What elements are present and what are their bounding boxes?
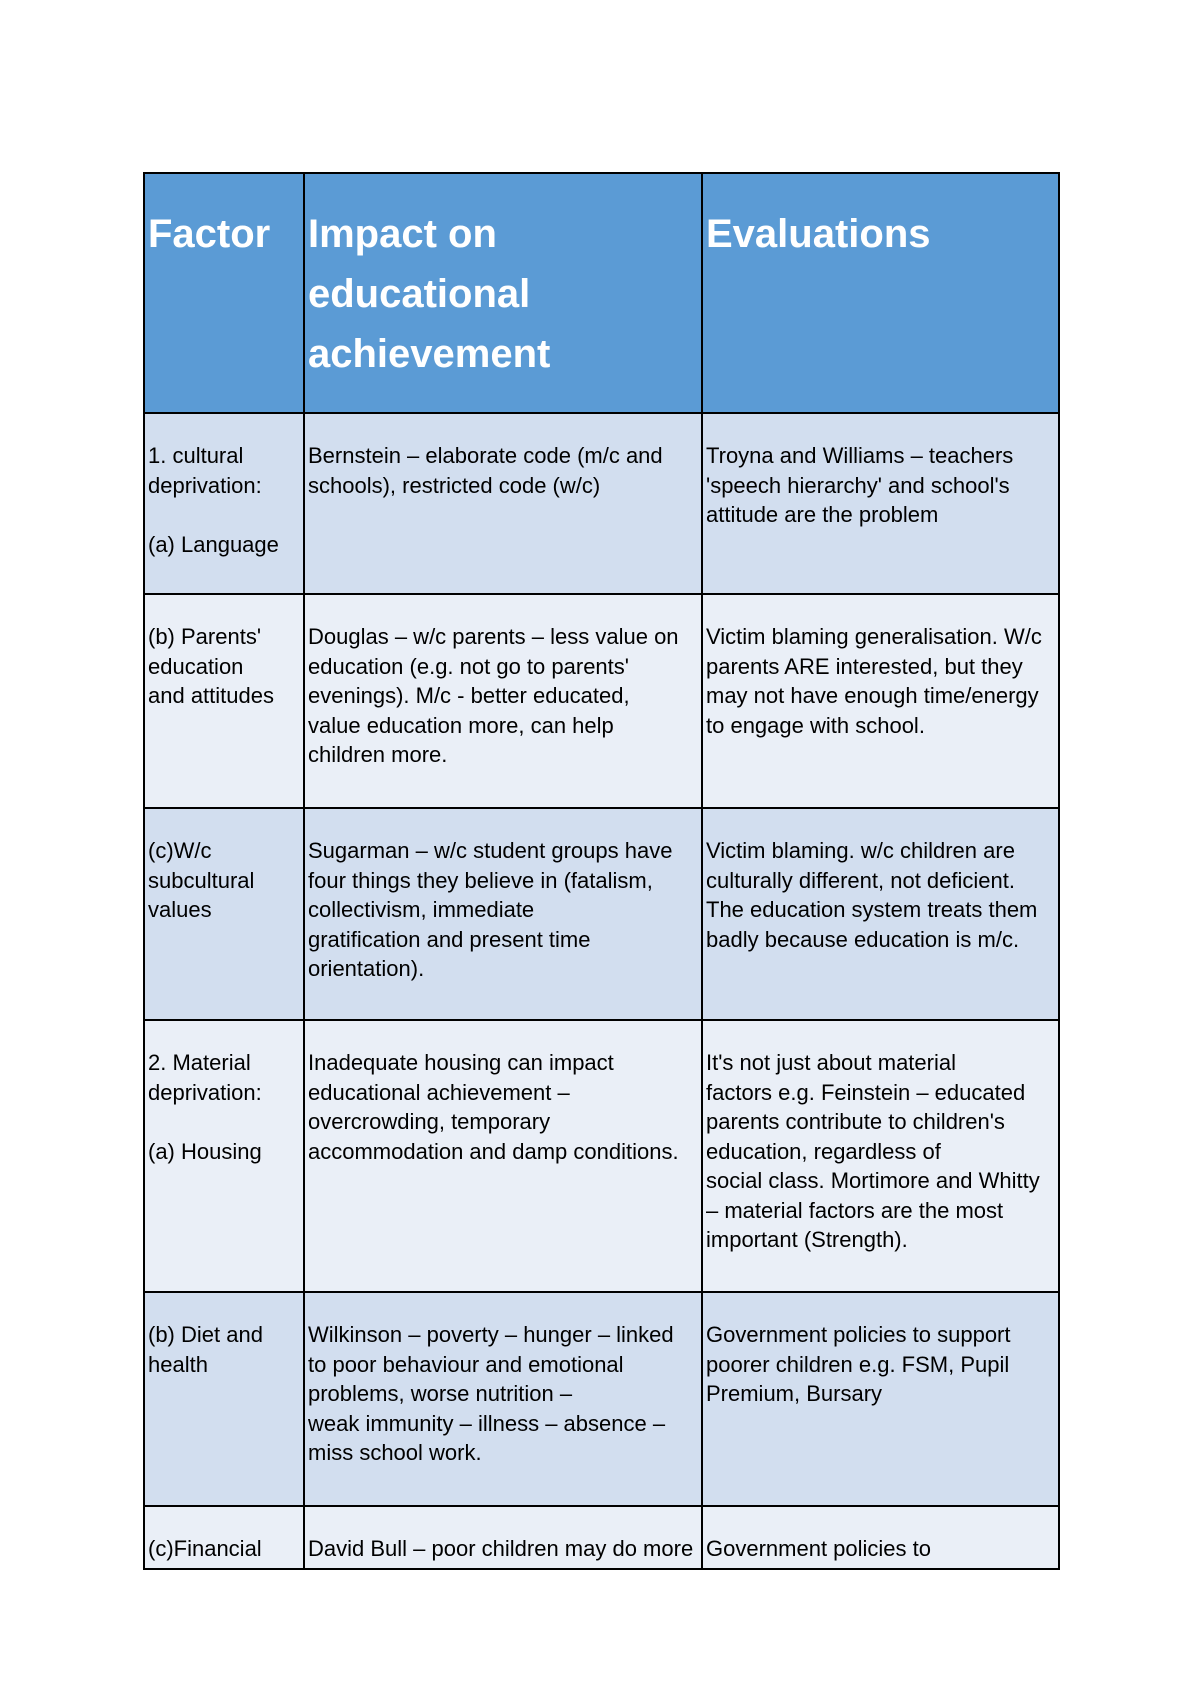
cell-text-line: (c)Financial [148,1536,262,1561]
cell-text-line: and attitudes [148,683,274,708]
cell-text-line: David Bull – poor children may do more [308,1536,694,1561]
impact-cell [304,1506,702,1569]
cell-text-line: orientation). [308,956,425,981]
table-row [144,1020,1059,1292]
table-row [144,413,1059,594]
factor-cell [144,413,304,594]
cell-text-line: collectivism, immediate [308,897,535,922]
evaluation-cell [702,1020,1059,1292]
evaluation-cell [702,594,1059,808]
cell-text-line: (b) Parents' [148,624,262,649]
cell-text-line: poorer children e.g. FSM, Pupil [706,1351,1010,1377]
cell-text-line: Premium, Bursary [706,1381,883,1406]
table-body [144,413,1059,1569]
table-row [144,1292,1059,1506]
cell-text-line: parents ARE interested, but they [706,653,1023,679]
blank-line [148,1107,300,1137]
cell-text-line: Douglas – w/c parents – less value on [308,624,679,649]
cell-text-line: Bernstein – elaborate code (m/c and [308,443,663,468]
cell-text-line: (c)W/c [148,838,212,863]
cell-text-line: – material factors are the most [706,1197,1004,1223]
cell-text-line: values [148,897,212,922]
table-header-row [144,173,1059,413]
cell-text-line: schools), restricted code (w/c) [308,472,601,498]
cell-text-line: weak immunity – illness – absence – [308,1410,666,1436]
impact-cell [304,413,702,594]
evaluation-cell [702,808,1059,1020]
cell-text-line: may not have enough time/energy [706,683,1039,708]
table-row [144,808,1059,1020]
impact-cell [304,1292,702,1506]
cell-text-line: Victim blaming generalisation. W/c [706,624,1042,649]
cell-text-line: to poor behaviour and emotional [308,1351,624,1377]
table-row [144,1506,1059,1569]
factor-cell [144,594,304,808]
cell-text-line: Inadequate housing can impact [308,1050,614,1075]
cell-text-line: subcultural [148,867,255,893]
cell-text-line: miss school work. [308,1440,482,1465]
cell-text-line: Troyna and Williams – teachers [706,443,1014,468]
cell-text-line: accommodation and damp conditions. [308,1138,679,1164]
header-impact: Impact on educational achievement [304,173,702,413]
cell-text-line: deprivation: [148,1079,262,1105]
cell-text-line: (a) Language [148,531,279,557]
cell-text-line: educational achievement – [308,1079,570,1105]
factor-cell [144,1506,304,1569]
cell-text-line: problems, worse nutrition – [308,1381,573,1406]
factor-cell [144,808,304,1020]
cell-text-line: Government policies to [706,1536,931,1561]
cell-text-line: Wilkinson – poverty – hunger – linked [308,1322,674,1347]
cell-text-line: deprivation: [148,472,262,498]
cell-text-line: 1. cultural [148,443,244,468]
evaluation-cell [702,1292,1059,1506]
cell-text-line: It's not just about material [706,1050,956,1075]
blank-line [148,500,300,530]
cell-text-line: four things they believe in (fatalism, [308,867,653,893]
cell-text-line: culturally different, not deficient. [706,867,1015,893]
cell-text-line: education (e.g. not go to parents' [308,653,629,679]
cell-text-line: evenings). M/c - better educated, [308,683,630,708]
cell-text-line: parents contribute to children's [706,1109,1005,1134]
cell-text-line: (a) Housing [148,1138,262,1164]
cell-text-line: health [148,1351,208,1377]
cell-text-line: The education system treats them [706,897,1038,922]
cell-text-line: overcrowding, temporary [308,1109,551,1134]
cell-text-line: social class. Mortimore and Whitty [706,1168,1040,1193]
factor-cell [144,1020,304,1292]
cell-text-line: value education more, can help [308,712,614,738]
cell-text-line: education, regardless of [706,1138,941,1164]
cell-text-line: badly because education is m/c. [706,926,1020,952]
cell-text-line: (b) Diet and [148,1322,263,1347]
cell-text-line: factors e.g. Feinstein – educated [706,1079,1026,1105]
cell-text-line: Government policies to support [706,1322,1011,1347]
cell-text-line: children more. [308,742,448,767]
impact-cell [304,1020,702,1292]
header-factor: Factor [144,173,304,413]
cell-text-line: gratification and present time [308,926,591,952]
cell-text-line: attitude are the problem [706,502,939,527]
cell-text-line: 'speech hierarchy' and school's [706,472,1010,498]
table-row [144,594,1059,808]
cell-text-line: 2. Material [148,1050,251,1075]
cell-text-line: important (Strength). [706,1227,908,1252]
factor-cell [144,1292,304,1506]
cell-text-line: Victim blaming. w/c children are [706,838,1015,863]
impact-cell [304,808,702,1020]
cell-text-line: to engage with school. [706,712,925,738]
evaluation-cell [702,413,1059,594]
impact-cell [304,594,702,808]
cell-text-line: education [148,653,244,679]
cell-text-line: Sugarman – w/c student groups have [308,838,673,863]
header-evaluations: Evaluations [702,173,1059,413]
evaluation-cell [702,1506,1059,1569]
factors-table [143,172,1060,1570]
